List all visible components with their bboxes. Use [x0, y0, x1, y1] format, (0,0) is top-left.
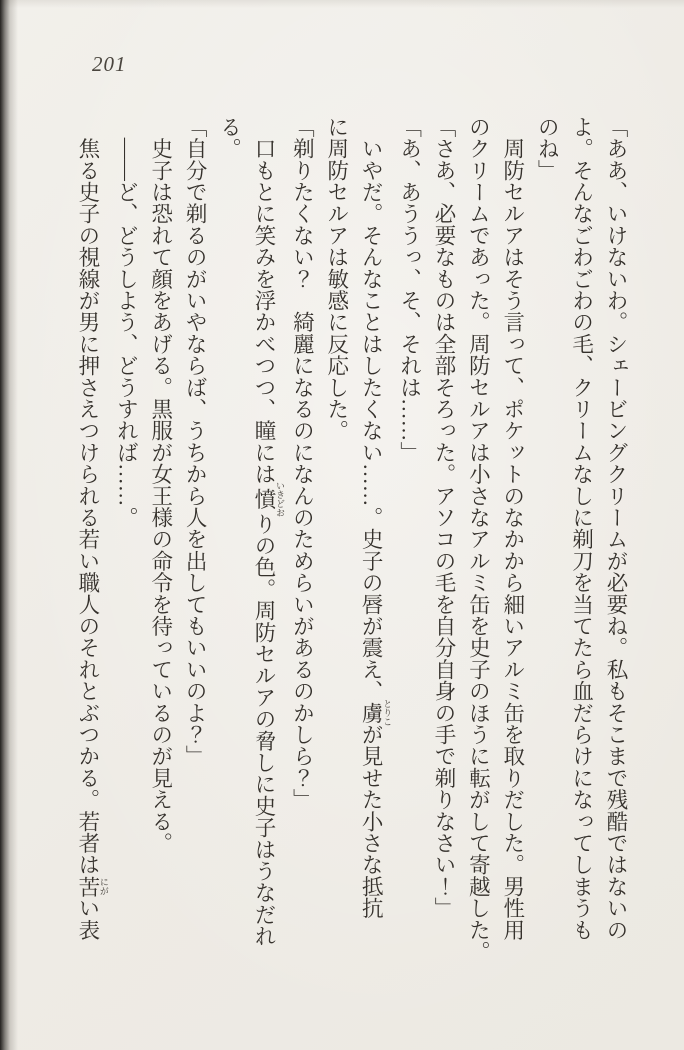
text-column: 口もとに笑みを浮かべつつ、瞳には憤 いきどおりの色。周防セルアの脅しに史子はうなだれ: [251, 116, 285, 947]
furigana: にが: [98, 875, 109, 898]
text-column: のクリームであった。周防セルアは小さなアルミ缶を史子のほうに転がして寄越した。: [466, 116, 491, 963]
text-column: る。: [217, 116, 242, 160]
binding-shadow: [0, 0, 18, 1050]
ruby-annotated-word: 苦 にが: [75, 875, 109, 898]
text-area: [71, 116, 634, 963]
text-column: 「あ、あううっ、そ、それは……」: [397, 116, 422, 464]
page-edge-shadow: [0, 0, 684, 8]
text-column: 焦る史子の視線が男に押さえつけられる若い職人のそれとぶつかる。若者は苦 にがい表: [75, 116, 109, 941]
furigana: とりこ: [382, 699, 393, 727]
page-number: 201: [92, 52, 127, 76]
text-column: のね」: [535, 116, 560, 182]
furigana: いきどお: [274, 480, 285, 517]
text-column: 史子は恐れて顔をあげる。黒服が女王様の命令を待っているのが見える。: [148, 116, 173, 854]
text-column: いやだ。そんなことはしたくない……。史子の唇が震え、虜 とりこが見せた小さな抵抗: [359, 116, 393, 919]
text-column: よ。そんなごわごわの毛、クリームなしに剃刀を当てたら血だらけになってしまうも: [569, 116, 594, 941]
ruby-annotated-word: 憤 いきどお: [251, 480, 285, 517]
text-column: 周防セルアはそう言って、ポケットのなかから細いアルミ缶を取りだした。男性用: [500, 116, 525, 941]
ruby-annotated-word: 虜 とりこ: [359, 699, 393, 727]
text-column: に周防セルアは敏感に反応した。: [324, 116, 349, 442]
text-column: 「ああ、いけないわ。シェービングクリームが必要ね。私もそこまで残酷ではないの: [604, 116, 628, 941]
text-column: 「剃りたくない？ 綺麗になるのになんのためらいがあるのかしら？」: [290, 116, 315, 811]
text-column: ――ど、どうしよう、どうすれば……。: [114, 116, 139, 529]
text-column: 「自分で剃るのがいやならば、うちから人を出してもいいのよ？」: [183, 116, 208, 767]
text-column: 「さあ、必要なものは全部そろった。アソコの毛を自分自身の手で剃りなさい！」: [431, 116, 456, 919]
